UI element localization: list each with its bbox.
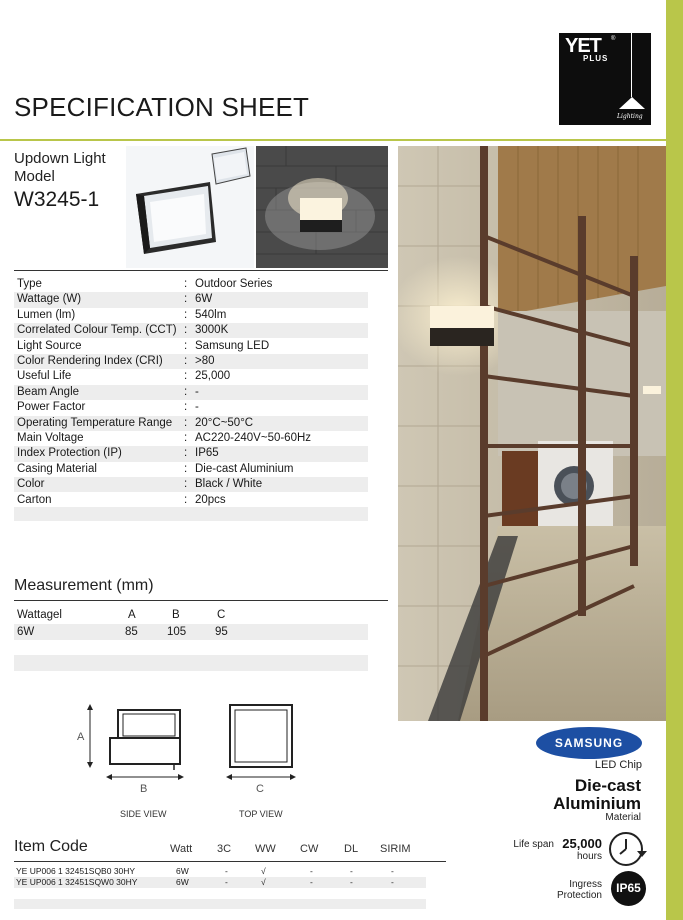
item-dl: - bbox=[350, 866, 353, 876]
spec-label: Power Factor bbox=[17, 401, 86, 414]
spec-colon: : bbox=[184, 308, 188, 321]
spec-colon: : bbox=[184, 462, 188, 475]
spec-label: Light Source bbox=[17, 339, 82, 352]
item-code: YE UP006 1 32451SQB0 30HY bbox=[16, 866, 136, 876]
spec-row bbox=[14, 462, 368, 477]
spec-value: Outdoor Series bbox=[195, 278, 273, 290]
life-span-prefix: Life span bbox=[513, 839, 554, 850]
item-sirim: - bbox=[391, 877, 394, 887]
spec-row bbox=[14, 339, 368, 354]
measurement-header-b: B bbox=[172, 609, 180, 621]
item-watt: 6W bbox=[176, 877, 189, 887]
spec-row bbox=[14, 308, 368, 323]
spec-colon: : bbox=[184, 478, 188, 491]
item-code: YE UP006 1 32451SQW0 30HY bbox=[16, 877, 138, 887]
item-code-header-ww: WW bbox=[255, 843, 276, 855]
spec-row bbox=[14, 446, 368, 461]
spec-label: Color Rendering Index (CRI) bbox=[17, 355, 163, 367]
spec-value: AC220-240V~50-60Hz bbox=[195, 432, 312, 444]
item-watt: 6W bbox=[176, 866, 189, 876]
product-photo bbox=[126, 146, 254, 268]
item-dl: - bbox=[350, 877, 353, 887]
side-view-label: SIDE VIEW bbox=[120, 809, 167, 819]
spec-colon: : bbox=[184, 385, 188, 398]
spec-value: 25,000 bbox=[195, 370, 231, 383]
spec-row bbox=[14, 369, 368, 384]
brand-logo bbox=[559, 33, 651, 125]
top-view-drawing bbox=[222, 700, 302, 790]
material-line2: Aluminium bbox=[553, 794, 641, 813]
item-code-header-watt: Watt bbox=[170, 843, 193, 855]
item-3c: - bbox=[225, 866, 228, 876]
item-code-footer-band bbox=[14, 899, 426, 909]
spec-row bbox=[14, 431, 368, 446]
spec-value: 540lm bbox=[195, 308, 227, 321]
item-code-title: Item Code bbox=[14, 838, 88, 855]
item-code-header-dl: DL bbox=[344, 843, 359, 855]
header-divider bbox=[0, 139, 666, 141]
measurement-rule bbox=[14, 600, 388, 601]
spec-label: Operating Temperature Range bbox=[17, 416, 173, 429]
logo-registered-mark: ® bbox=[611, 36, 616, 42]
spec-value: >80 bbox=[195, 355, 215, 367]
top-view-label: TOP VIEW bbox=[239, 809, 283, 819]
material-line1: Die-cast bbox=[574, 776, 641, 795]
measurement-footer-band bbox=[14, 655, 368, 671]
spec-label: Beam Angle bbox=[17, 385, 80, 398]
spec-label: Carton bbox=[17, 493, 52, 506]
spec-colon: : bbox=[184, 324, 188, 337]
spec-colon: : bbox=[184, 432, 188, 444]
spec-row bbox=[14, 277, 368, 292]
product-model-number: W3245-1 bbox=[14, 188, 100, 211]
spec-value: 3000K bbox=[195, 324, 229, 337]
spec-label: Lumen (lm) bbox=[17, 308, 76, 321]
spec-colon: : bbox=[184, 278, 188, 290]
dimension-b-label: B bbox=[140, 783, 148, 795]
measurement-header-wattage: Wattagel bbox=[17, 609, 62, 621]
samsung-badge: SAMSUNG bbox=[536, 727, 642, 759]
item-code-rule bbox=[14, 861, 446, 862]
spec-table-rule bbox=[14, 270, 388, 271]
spec-value: 20pcs bbox=[195, 493, 226, 506]
spec-row bbox=[14, 292, 368, 307]
spec-value: 20°C~50°C bbox=[195, 416, 254, 429]
spec-label: Type bbox=[17, 278, 42, 290]
measurement-header-a: A bbox=[128, 609, 136, 621]
led-chip-label: LED Chip bbox=[594, 759, 642, 771]
item-code-header-sirim: SIRIM bbox=[380, 843, 411, 855]
measurement-c: 95 bbox=[215, 626, 228, 638]
side-view-drawing bbox=[70, 700, 194, 790]
spec-label: Index Protection (IP) bbox=[17, 447, 122, 460]
spec-value: IP65 bbox=[195, 447, 219, 460]
item-code-row bbox=[14, 866, 426, 877]
item-code-header-cw: CW bbox=[300, 843, 319, 855]
item-sirim: - bbox=[391, 866, 394, 876]
life-span-unit: hours bbox=[576, 851, 602, 862]
spec-label: Useful Life bbox=[17, 370, 72, 383]
spec-row bbox=[14, 416, 368, 431]
page-title: SPECIFICATION SHEET bbox=[14, 92, 310, 122]
product-model-label: Model bbox=[14, 168, 55, 185]
logo-lamp-shade bbox=[619, 97, 645, 109]
interior-photo bbox=[398, 146, 666, 721]
spec-row bbox=[14, 323, 368, 338]
accent-side-bar bbox=[666, 0, 683, 920]
spec-row bbox=[14, 477, 368, 492]
measurement-a: 85 bbox=[125, 626, 138, 638]
measurement-b: 105 bbox=[167, 626, 187, 638]
logo-sub: PLUS bbox=[583, 54, 609, 63]
spec-row bbox=[14, 400, 368, 415]
spec-colon: : bbox=[184, 339, 188, 352]
spec-colon: : bbox=[184, 401, 188, 414]
spec-value: Die-cast Aluminium bbox=[195, 462, 294, 475]
spec-value: 6W bbox=[195, 293, 213, 306]
spec-label: Color bbox=[17, 478, 45, 491]
spec-colon: : bbox=[184, 370, 188, 383]
spec-colon: : bbox=[184, 293, 188, 306]
item-cw: - bbox=[310, 877, 313, 887]
spec-row bbox=[14, 493, 368, 508]
measurement-row bbox=[14, 624, 368, 640]
spec-label: Correlated Colour Temp. (CCT) bbox=[17, 324, 177, 337]
spec-colon: : bbox=[184, 416, 188, 429]
logo-lamp-cord bbox=[631, 33, 632, 97]
spec-label: Casing Material bbox=[17, 462, 97, 475]
spec-value: - bbox=[195, 385, 199, 398]
ip65-badge: IP65 bbox=[611, 871, 646, 906]
ingress-line2: Protection bbox=[556, 890, 602, 901]
item-code-row bbox=[14, 877, 426, 888]
spec-value: - bbox=[195, 401, 199, 414]
spec-value: Samsung LED bbox=[195, 339, 270, 352]
life-span-value: 25,000 bbox=[562, 836, 602, 851]
logo-tagline: Lighting bbox=[617, 113, 643, 120]
measurement-wattage: 6W bbox=[17, 626, 35, 638]
dimension-a-label: A bbox=[77, 731, 85, 743]
spec-colon: : bbox=[184, 355, 188, 367]
item-ww: √ bbox=[261, 866, 266, 876]
installation-photo bbox=[256, 146, 388, 268]
product-name: Updown Light bbox=[14, 150, 106, 167]
spec-row bbox=[14, 385, 368, 400]
spec-colon: : bbox=[184, 447, 188, 460]
spec-label: Wattage (W) bbox=[17, 293, 82, 306]
item-ww: √ bbox=[261, 877, 266, 887]
spec-table-footer-band bbox=[14, 507, 368, 521]
ingress-line1: Ingress bbox=[569, 879, 602, 890]
item-cw: - bbox=[310, 866, 313, 876]
logo-brand: YET bbox=[565, 35, 601, 57]
measurement-header-c: C bbox=[217, 609, 226, 621]
clock-icon bbox=[607, 829, 649, 869]
spec-value: Black / White bbox=[195, 478, 263, 491]
dimension-c-label: C bbox=[256, 783, 264, 795]
material-caption: Material bbox=[605, 812, 641, 823]
spec-row bbox=[14, 354, 368, 369]
spec-label: Main Voltage bbox=[17, 432, 84, 444]
measurement-header-row bbox=[14, 607, 368, 623]
item-3c: - bbox=[225, 877, 228, 887]
measurement-title: Measurement (mm) bbox=[14, 577, 154, 594]
item-code-header-3c: 3C bbox=[217, 843, 232, 855]
spec-colon: : bbox=[184, 493, 188, 506]
